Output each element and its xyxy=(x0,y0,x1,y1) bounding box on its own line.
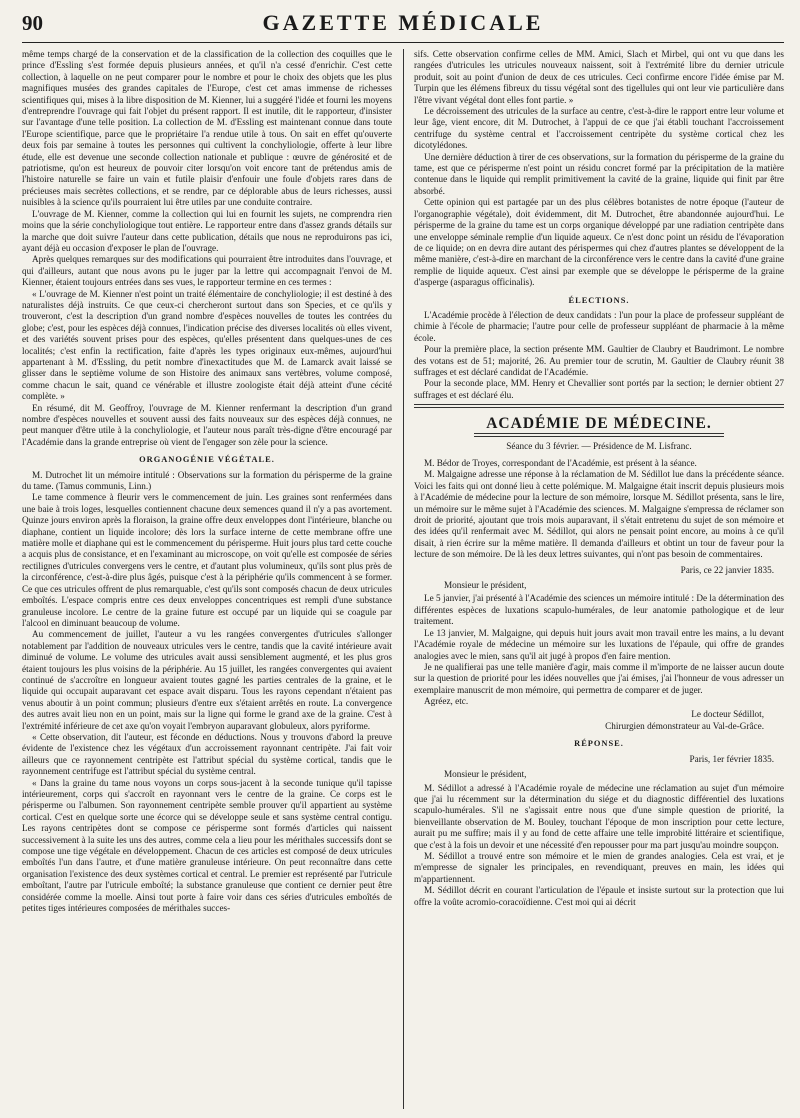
academy-heading: ACADÉMIE DE MÉDECINE. xyxy=(486,415,712,433)
paragraph: L'Académie procède à l'élection de deux candidats : l'un pour la place de professeur suppléant de chimie à l'école de pharmacie; l'autre pour celle de professeur suppléant de pharmacie à la même école. xyxy=(414,309,784,343)
paragraph: « Dans la graine du tame nous voyons un corps sous-jacent à la seconde tunique qu'il tapisse intérieurement, corps qui s'accroît en rayonnant vers le centre de la graine. Ce corps est le périsperme ou l'albumen. Son rayonnement centripète semble prouver qu'il appartient au système cortical. C'est en quelque sorte une écorce qui se développe seule et sans système central contigu. Les rayons centripètes dont se compose ce périsperme sont formés d'articles qui naissent successivement à la suite les uns des autres, comme cela a lieu pour les mérithales successifs dont se compose une tige végétale en développement. Chacun de ces articles est composé de deux utricules emboîtés l'un dans l'autre, et d'une matière granuleuse intérieure. On peut reconnaître dans cette organisation l'existence des deux systèmes cortical et central. Le premier est représenté par l'utricule emboîtant, l'autre par l'utricule emboîté; la substance granuleuse que contient ce dernier peut être considérée comme la moelle. Ainsi tout porte à faire voir dans ces séries d'utricules emboîtés de petites tiges intérieures composées de mérithales succes- xyxy=(22,777,392,914)
paragraph: Cette opinion qui est partagée par un des plus célèbres botanistes de notre époque (l'auteur de l'organographie végétale), doit évidemment, dit M. Dutrochet, être abandonnée aujourd'hui. Le périsperme de la graine du tame est un corps organique développé par une radiation centripète dans une enveloppe séminale remplie d'un liquide aqueux. Ce n'est donc point un résidu de l'évaporation de ce liquide; on en devra dire autant des périspermes qui chez d'autres plantes se développent de la même manière, c'est-à-dire en marchant de la circonférence vers le centre dans la cavité d'une graine remplie de liquide aqueux. C'est ainsi par exemple que se développe le périsperme de la graine d'asperge (asparagus officinalis). xyxy=(414,197,784,288)
paragraph: même temps chargé de la conservation et de la classification de la collection des coquilles que le prince d'Essling s'est formée depuis plusieurs années, et qu'il n'a cessé d'enrichir. C'est cette collection, à laquelle on ne peut comparer pour le nombre et pour le choix des objets que les plus magnifiques musées des grandes capitales de l'Europe, c'est cet amas immense de richesses scientifiques qui, mises à la libre disposition de M. Kienner, lui a suggéré l'idée et fourni les moyens d'entreprendre l'ouvrage qui fait l'objet du présent rapport. Il est inutile, dit le rapporteur, d'insister sur l'avantage d'une telle position. La collection de M. d'Essling est maintenant connue dans toute l'Europe scientifique, parce que le propriétaire l'a rendue utile à tous. On sait en effet qu'ouverte deux fois par semaine à toutes les personnes qui cultivent la conchyliologie, offerte à leur libre étude, elle est devenue une seconde collection nationale et publique : œuvre de générosité et de patriotisme, qu'on est heureux de pouvoir citer lorsqu'on voit encore tant de prétendus amis de l'histoire naturelle se faire un vain et futile plaisir d'enfouir une foule d'objets rares dans de précieuses mais secrètes collections, et se rendre, par ce déplorable abus de leurs richesses, aussi nuisibles à la science qu'ils pourraient lui être utiles par une conduite contraire. xyxy=(22,49,392,208)
paragraph: En résumé, dit M. Geoffroy, l'ouvrage de M. Kienner renfermant la description d'un grand nombre d'espèces nouvelles et souvent aussi des faits nouveaux sur des espèces déjà connues, ne peut manquer d'être utile à la conchyliologie, et l'auteur nous paraît très-digne d'être encouragé par l'Académie dans la grande entreprise où vient de l'engager son zèle pour la science. xyxy=(22,402,392,447)
paragraph: M. Sédillot décrit en courant l'articulation de l'épaule et insiste surtout sur la protection que lui offre la voûte acromio-coracoïdienne. C'est moi qui ai décrit xyxy=(414,885,784,907)
paragraph: Une dernière déduction à tirer de ces observations, sur la formation du périsperme de la graine du tame, est que ce périsperme n'est point un résidu concret formé par la précipitation de la matière contenue dans le liquide qui remplit primitivement la cavité de la graine, liquide qui finit par être absorbé. xyxy=(414,151,784,196)
letter-date: Paris, ce 22 janvier 1835. xyxy=(680,564,774,575)
page-header xyxy=(22,10,784,43)
paragraph: M. Sédillot a adressé à l'Académie royale de médecine une réclamation au sujet d'un mémoire que j'ai lu récemment sur la détermination du siége et du diagnostic différentiel des luxations scapulo-humérales. S'il ne s'agissait entre nous que d'une simple question de priorité, la bienveillante observation de M. Bouley, touchant l'époque de mon inscription pour cette lecture, aurait pu me suffire; mais il y au fond de cette affaire une telle improbité littéraire et scientifique, que c'est à la fois un devoir et une nécessité d'en repousser pour ma part jusqu'au moindre soupçon. xyxy=(414,782,784,850)
paragraph: Le 5 janvier, j'ai présenté à l'Académie des sciences un mémoire intitulé : De la détermination des différentes espèces de luxations scapulo-humérales, de leur anatomie pathologique et de leur traitement. xyxy=(414,593,784,627)
session-line: Séance du 3 février. — Présidence de M. Lisfranc. xyxy=(506,440,692,451)
paragraph: sifs. Cette observation confirme celles de MM. Amici, Slach et Mirbel, qui ont vu que dans les rangées d'utricules les utricules nouveaux naissent, soit à l'extrémité libre du dernier utricule produit, soit au point d'union de deux de ces utricules. Ceci confirme encore l'idée émise par M. Turpin que les élémens fibreux du tissu végétal sont des tigellules qui ont leur vie particulière dans l'être vivant végétal dont elles font partie. » xyxy=(414,49,784,105)
column-divider xyxy=(403,49,404,1109)
double-rule xyxy=(414,404,784,408)
paragraph: M. Malgaigne adresse une réponse à la réclamation de M. Sédillot lue dans la précédente séance. Voici les faits qui ont donné lieu à cette polémique. M. Malgaigne était inscrit depuis plusieurs mois à l'Académie de médecine pour la lecture de son mémoire, lorsque M. Sédillot présenta, sans le lire, un mémoire sur le même sujet à l'Académie des sciences. M. Malgaigne s'empressa de réclamer son droit de priorité, ajoutant que trois mois auparavant, il s'était entretenu du sujet de son mémoire et des idées qu'il renfermait avec M. Sédillot, qui alors ne pensait point encore, au moins à ce qu'il disait, à rien écrire sur la même matière. Il demanda d'ailleurs et obtint un tour de faveur pour la lecture de son mémoire. De là les deux lettres suivantes, qui n'ont pas besoin de commentaires. xyxy=(414,469,784,560)
left-column xyxy=(22,49,392,1109)
paragraph: L'ouvrage de M. Kienner, comme la collection qui lui en fournit les sujets, ne comprendra rien moins que la série conchyliologique tout entière. Le rapporteur entre dans d'assez grands détails sur la marche que doit suivre l'auteur dans cette publication, détails que nous ne reproduirons pas ici, ayant déjà eu occasion d'exposer le plan de l'ouvrage. xyxy=(22,208,392,253)
paragraph: Pour la première place, la section présente MM. Gaultier de Claubry et Baudrimont. Le nombre des votans est de 51; majorité, 26. Au premier tour de scrutin, M. Gaultier de Claubry réunit 38 suffrages et est déclaré candidat de l'Académie. xyxy=(414,344,784,377)
paragraph: « Cette observation, dit l'auteur, est féconde en déductions. Nous y trouvons d'abord la preuve évidente de l'existence chez les végétaux d'un accroissement rayonnant centripète. J'ai fait voir ailleurs que ce rayonnement centripète est l'attribut spécial du système cortical, tandis que le rayonnement centrifuge est l'attribut spécial du système central. xyxy=(22,731,392,777)
paragraph: Le décroissement des utricules de la surface au centre, c'est-à-dire le rapport entre leur volume et leur âge, vient encore, dit M. Dutrochet, à l'appui de ce que j'ai établi touchant l'accroissement centrifuge du système central et l'accroissement centripète du système cortical chez les dicotylédones. xyxy=(414,106,784,151)
paragraph: M. Bédor de Troyes, correspondant de l'Académie, est présent à la séance. xyxy=(424,458,697,468)
paragraph: Après quelques remarques sur des modifications qui pourraient être introduites dans l'ouvrage, et qui d'ailleurs, autant que nous avons pu le juger par la lettre qui accompagnait l'envoi de M. Kienner, étaient toujours entrées dans ses vues, le rapporteur termine en ces termes : xyxy=(22,254,392,288)
paragraph: Pour la seconde place, MM. Henry et Chevallier sont portés par la section; le dernier obtient 27 suffrages et est déclaré élu. xyxy=(414,378,784,400)
section-heading: RÉPONSE. xyxy=(574,739,624,749)
right-column xyxy=(414,49,784,1109)
paragraph: Au commencement de juillet, l'auteur a vu les rangées convergentes d'utricules s'allonger notablement par l'addition de nouveaux utricules vers le centre, tandis que la cavité intérieure avait diminué de volume. Le volume des utricules avait aussi sensiblement augmenté, et les plus gros étaient toujours les plus voisins de la périphérie. Au 15 juillet, les rangées convergentes qui avaient continué de s'accroître en longueur avaient toutes gagné les parties centrales de la graine, et le liquide qui occupait auparavant cet espace avait disparu. Tous les rayons cependant n'étaient pas venus aboutir à un point commun; plusieurs d'entre eux s'étaient arrêtés en route. La convergence des autres avait lieu non en un point, mais sur la ligne qui forme le grand axe de la graine. C'est à l'extrémité inférieure de cet axe qu'on voyait l'embryon auparavant globuleux, alors pyriforme. xyxy=(22,629,392,731)
double-rule xyxy=(474,433,724,437)
signature: Le docteur Sédillot, xyxy=(691,708,764,719)
letter-date: Paris, 1er février 1835. xyxy=(689,753,774,764)
paragraph: M. Dutrochet lit un mémoire intitulé : Observations sur la formation du périsperme de la graine du tame. (Tamus communis, Linn.) xyxy=(22,469,392,492)
paragraph: Je ne qualifierai pas une telle manière d'agir, mais comme il m'importe de ne laisser aucun doute sur la question de priorité pour les idées nouvelles que j'ai émises, j'ai l'honneur de vous adresser un exemplaire manuscrit de mon mémoire, qui permettra de comparer et de juger. xyxy=(414,661,784,695)
closing: Agréez, etc. xyxy=(424,696,469,707)
section-heading: ÉLECTIONS. xyxy=(568,295,630,305)
section-heading: ORGANOGÉNIE VÉGÉTALE. xyxy=(139,455,275,465)
page-number: 90 xyxy=(22,11,43,35)
paragraph: « L'ouvrage de M. Kienner n'est point un traité élémentaire de conchyliologie; il est destiné à des naturalistes déjà instruits. Ce que ceux-ci chercheront surtout dans son Species, et ce qu'ils y trouveront, c'est la description d'un grand nombre d'espèces nouvelles de toutes les contrées du globe; c'est, pour les espèces déjà connues, l'indication précise des diverses localités où elles vivent, et des variétés souvent prises pour des espèces, qu'elles présentent dans quelques-unes de ces localités; c'est enfin la rectification, faite d'après les types originaux eux-mêmes, aujourd'hui appartenant à M. d'Essling, du petit nombre d'inexactitudes que M. de Lamarck avait laissé se glisser dans le septième volume de son Histoire des animaux sans vertèbres, volume composé, comme chacun le sait, quand ce vénérable et illustre zoologiste était déjà atteint d'une cécité complète. » xyxy=(22,288,392,402)
signature-title: Chirurgien démonstrateur au Val-de-Grâce. xyxy=(605,720,764,731)
salutation: Monsieur le président, xyxy=(444,769,527,780)
journal-title: GAZETTE MÉDICALE xyxy=(262,10,544,35)
paragraph: M. Sédillot a trouvé entre son mémoire et le mien de grandes analogies. Cela est vrai, et je m'empresse de signaler les principales, en revendiquant, preuves en main, les idées qui m'appartiennent. xyxy=(414,851,784,884)
paragraph: Le 13 janvier, M. Malgaigne, qui depuis huit jours avait mon travail entre les mains, a lu devant l'Académie royale de médecine un mémoire sur les luxations de l'épaule, qui offre de grandes analogies avec le mien, sans qu'il ait jugé à propos d'en faire mention. xyxy=(414,627,784,661)
salutation: Monsieur le président, xyxy=(444,580,527,591)
columns xyxy=(22,49,784,1109)
paragraph: Le tame commence à fleurir vers le commencement de juin. Les graines sont renfermées dans une baie à trois loges, lesquelles contiennent chacune deux semences quand il n'y a pas avortement. Quinze jours environ après la floraison, la graine offre deux enveloppes dont l'intérieure, blanche ou diaphane, contient un liquide incolore; dès lors la surface interne de cette membrane offre une matière molle et diaphane qui est le commencement du périsperme. Huit jours plus tard cette couche a acquis plus de consistance, et en l'examinant au microscope, on voit qu'elle est composée de séries rectilignes d'utricules convergens vers le centre, et d'autant plus volumineux, qu'ils sont plus près de la circonférence, c'est-à-dire plus âgés, puisque c'est à la périphérie qu'ils commencent à se former. Ce que ces utricules offrent de plus remarquable, c'est qu'ils sont composés chacun de deux utricules emboîtés. L'espace compris entre ces deux enveloppes concentriques est rempli d'une substance granuleuse incolore. Le centre de la graine future est occupé par un liquide qui se coagule par l'alcool en diminuant beaucoup de volume. xyxy=(22,492,392,628)
